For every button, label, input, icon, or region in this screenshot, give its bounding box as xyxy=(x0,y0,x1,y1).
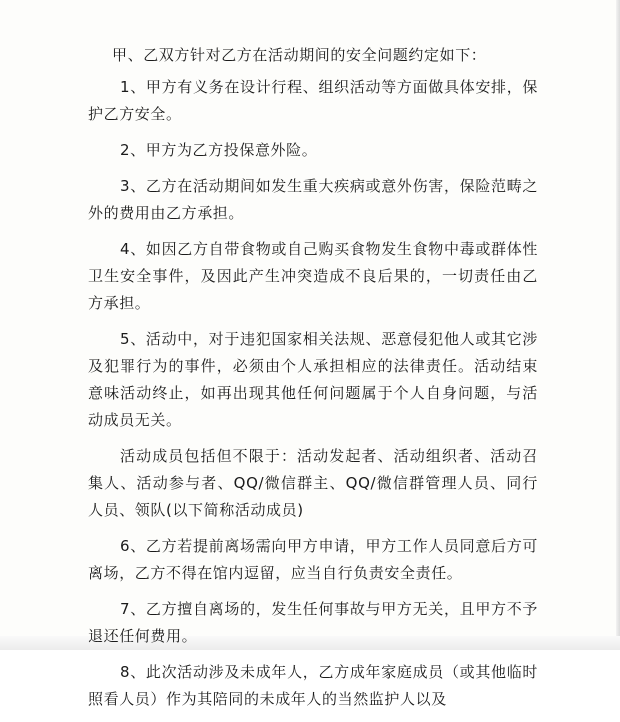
clause-4: 4、如因乙方自带食物或自己购买食物发生食物中毒或群体性卫生安全事件，及因此产生冲突造成不良后果的，一切责任由乙方承担。 xyxy=(88,240,538,312)
scan-edge-right xyxy=(616,0,620,650)
clause-3: 3、乙方在活动期间如发生重大疾病或意外伤害，保险范畴之外的费用由乙方承担。 xyxy=(88,177,538,222)
clause-7: 7、乙方擅自离场的，发生任何事故与甲方无关，且甲方不予退还任何费用。 xyxy=(88,600,538,645)
intro-paragraph: 甲、乙双方针对乙方在活动期间的安全问题约定如下： xyxy=(112,46,487,64)
clause-1: 1、甲方有义务在设计行程、组织活动等方面做具体安排，保护乙方安全。 xyxy=(88,78,538,123)
clause-2: 2、甲方为乙方投保意外险。 xyxy=(120,141,318,159)
activity-members-note: 活动成员包括但不限于：活动发起者、活动组织者、活动召集人、活动参与者、QQ/微信群主、QQ/微信群管理人员、同行人员、领队(以下简称活动成员) xyxy=(88,447,538,519)
clause-8: 8、此次活动涉及未成年人，乙方成年家庭成员（或其他临时照看人员）作为其陪同的未成年人的当然监护人以及 xyxy=(88,663,538,708)
clause-6: 6、乙方若提前离场需向甲方申请，甲方工作人员同意后方可离场，乙方不得在馆内逗留，应当自行负责安全责任。 xyxy=(88,537,538,582)
agreement-text xyxy=(88,42,538,722)
clause-5: 5、活动中，对于违犯国家相关法规、恶意侵犯他人或其它涉及犯罪行为的事件，必须由个人承担相应的法律责任。活动结束意味活动终止，如再出现其他任何问题属于个人自身问题，与活动成员无关。 xyxy=(88,330,538,429)
